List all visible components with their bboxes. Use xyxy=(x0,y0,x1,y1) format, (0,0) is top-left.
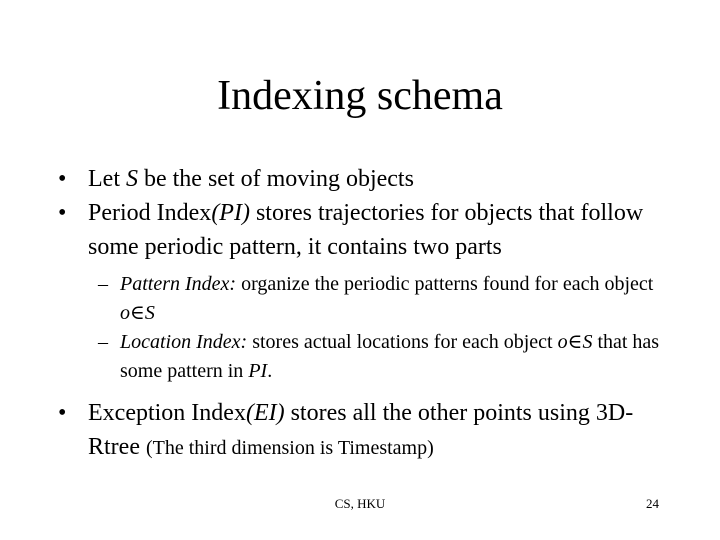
bullet-marker: • xyxy=(58,166,67,192)
bullet-list xyxy=(58,162,678,465)
bullet-moving-objects xyxy=(58,162,678,196)
bullet-period-index xyxy=(58,196,678,264)
bullet-marker: • xyxy=(58,400,67,426)
text: o xyxy=(557,331,568,353)
subbullet-location-index xyxy=(58,328,678,386)
text: (PI) xyxy=(211,200,250,226)
text: S xyxy=(582,331,593,353)
text: organize the periodic patterns found for each object xyxy=(236,273,654,295)
text: Pattern Index: xyxy=(120,273,237,295)
bullet-exception-index xyxy=(58,396,678,465)
subbullet-pattern-index xyxy=(58,270,678,328)
text: . xyxy=(267,360,273,382)
page-number: 24 xyxy=(646,496,659,511)
text: S xyxy=(144,302,155,324)
text: Period Index xyxy=(88,200,212,226)
text: Let xyxy=(88,166,126,192)
footer-label: CS, HKU xyxy=(334,496,386,511)
text: Exception Index xyxy=(88,400,246,426)
text: (The third dimension is Timestamp) xyxy=(145,437,434,459)
text: o xyxy=(120,302,130,324)
dash-marker: – xyxy=(98,331,108,353)
text: that has some pattern in xyxy=(120,331,660,382)
element-of-symbol: ∈ xyxy=(567,331,583,353)
bullet-marker: • xyxy=(58,200,67,226)
text: Location Index: xyxy=(120,331,248,353)
element-of-symbol: ∈ xyxy=(130,302,145,324)
text: (EI) xyxy=(245,400,285,426)
text: stores actual locations for each object xyxy=(247,331,558,353)
slide-title: Indexing schema xyxy=(217,73,503,119)
text: S xyxy=(125,166,138,192)
text: stores trajectories for objects that follow some periodic pattern, it contains two parts xyxy=(88,200,644,260)
text: be the set of moving objects xyxy=(137,166,414,192)
text: PI xyxy=(248,360,268,382)
text: stores all the other points using 3D-Rtree xyxy=(88,400,634,460)
dash-marker: – xyxy=(98,273,108,295)
